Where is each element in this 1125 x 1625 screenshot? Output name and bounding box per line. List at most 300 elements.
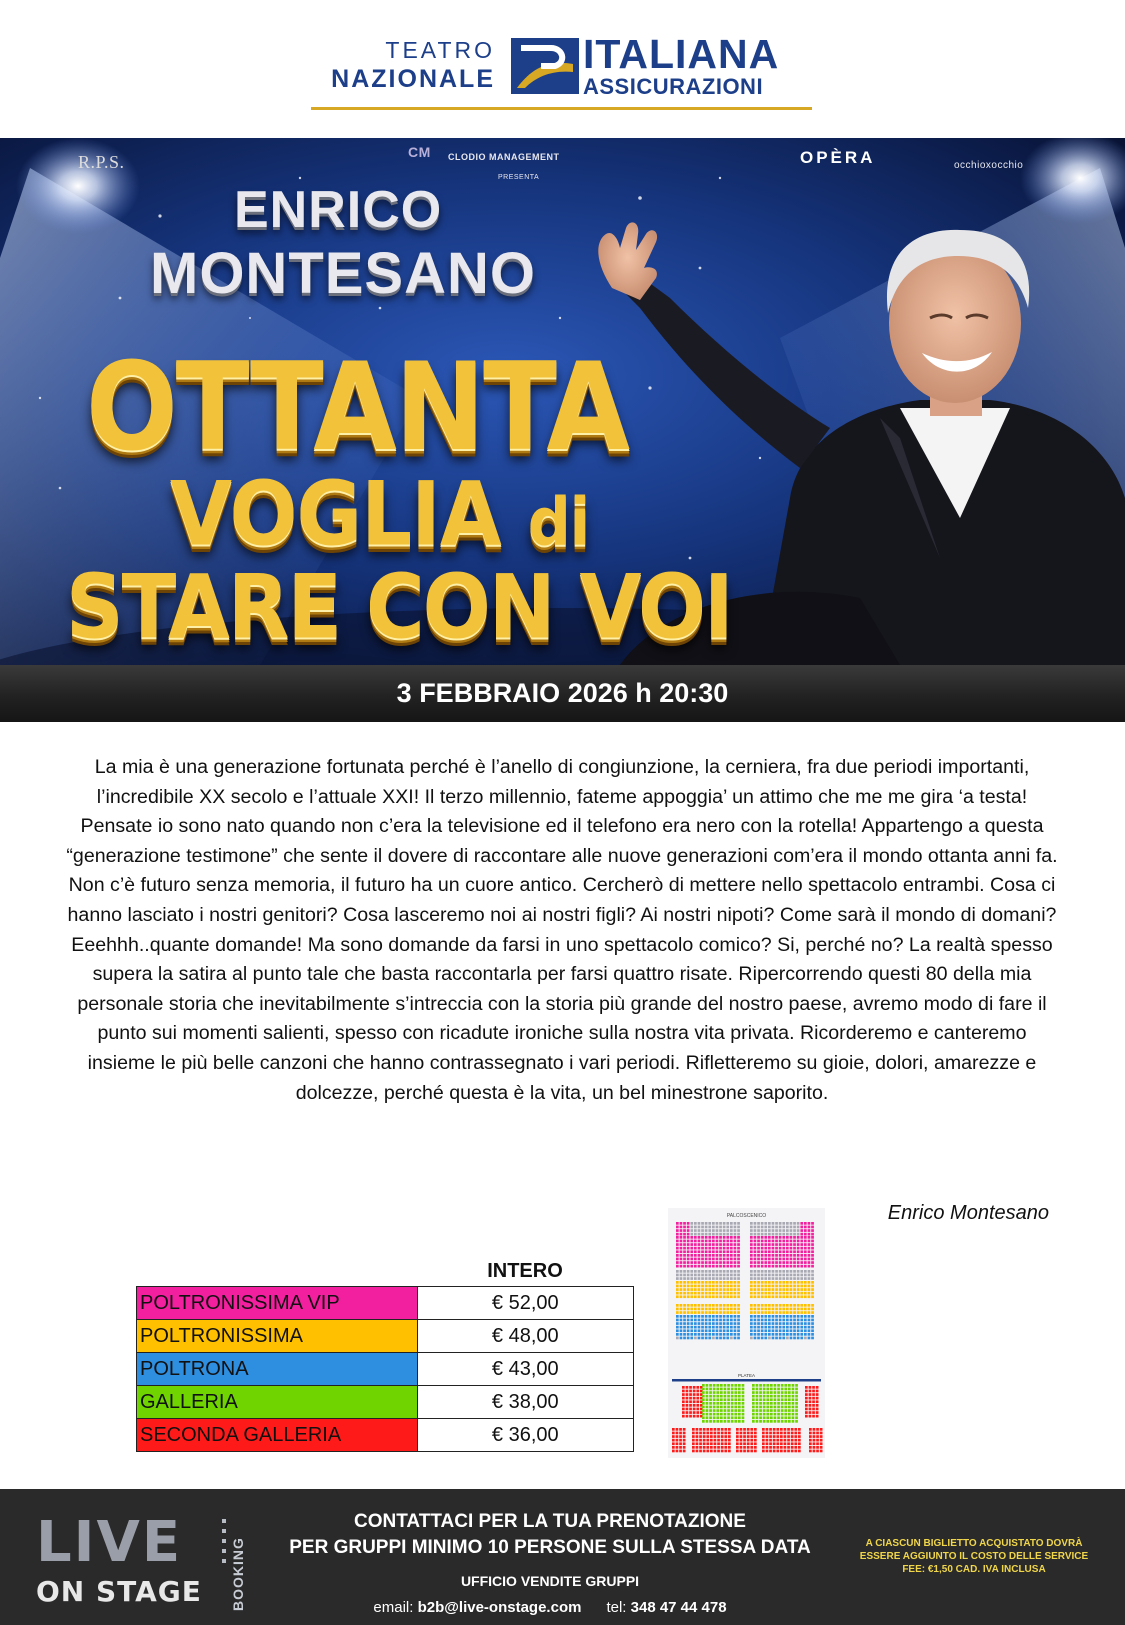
price-column-header: INTERO xyxy=(487,1260,563,1282)
seat xyxy=(800,1261,803,1264)
seat xyxy=(694,1326,697,1329)
seat xyxy=(683,1236,686,1239)
seat xyxy=(775,1329,778,1332)
seat xyxy=(757,1254,760,1257)
seat xyxy=(712,1243,715,1246)
seat xyxy=(809,1428,812,1431)
seat xyxy=(723,1308,726,1311)
seat xyxy=(730,1308,733,1311)
seat xyxy=(782,1265,785,1268)
seat xyxy=(734,1319,737,1322)
seat xyxy=(730,1333,733,1336)
seat xyxy=(790,1240,793,1243)
seat xyxy=(761,1315,764,1318)
seat xyxy=(795,1416,798,1419)
seat xyxy=(797,1236,800,1239)
seat xyxy=(794,1428,797,1431)
seat xyxy=(731,1398,734,1401)
seat xyxy=(698,1274,701,1277)
seat xyxy=(779,1304,782,1307)
seat xyxy=(759,1413,762,1416)
seat xyxy=(811,1254,814,1257)
seat xyxy=(808,1233,811,1236)
seat xyxy=(734,1285,737,1288)
seat xyxy=(687,1308,690,1311)
seat xyxy=(686,1400,689,1403)
seat xyxy=(730,1281,733,1284)
seat xyxy=(682,1415,685,1418)
seat xyxy=(775,1254,778,1257)
seat xyxy=(804,1333,807,1336)
seat xyxy=(786,1240,789,1243)
seat xyxy=(694,1274,697,1277)
price-category: GALLERIA xyxy=(137,1386,418,1419)
seat xyxy=(694,1236,697,1239)
seat xyxy=(754,1446,757,1449)
seat xyxy=(777,1402,780,1405)
phone-number[interactable]: 348 47 44 478 xyxy=(630,1599,727,1616)
seat xyxy=(712,1308,715,1311)
seat xyxy=(804,1288,807,1291)
price-table xyxy=(136,1286,634,1452)
seat xyxy=(764,1304,767,1307)
teatro-logo-line1: TEATRO xyxy=(385,37,495,63)
seat xyxy=(782,1295,785,1298)
seat xyxy=(786,1326,789,1329)
seat xyxy=(676,1292,679,1295)
seat xyxy=(790,1247,793,1250)
seat xyxy=(754,1435,757,1438)
seat xyxy=(676,1258,679,1261)
seat xyxy=(698,1285,701,1288)
seat xyxy=(698,1247,701,1250)
seat xyxy=(779,1329,782,1332)
seat xyxy=(772,1258,775,1261)
seat xyxy=(804,1226,807,1229)
seat xyxy=(723,1274,726,1277)
seat xyxy=(723,1322,726,1325)
seat xyxy=(759,1406,762,1409)
seat xyxy=(676,1315,679,1318)
seat xyxy=(791,1435,794,1438)
seat xyxy=(726,1288,729,1291)
seat xyxy=(800,1326,803,1329)
seat xyxy=(811,1250,814,1253)
seat xyxy=(701,1329,704,1332)
seat xyxy=(757,1265,760,1268)
seat xyxy=(773,1439,776,1442)
seat xyxy=(734,1304,737,1307)
seat xyxy=(706,1446,709,1449)
seat xyxy=(773,1442,776,1445)
seat xyxy=(790,1222,793,1225)
seat xyxy=(694,1240,697,1243)
seat xyxy=(680,1240,683,1243)
seat xyxy=(768,1285,771,1288)
seat xyxy=(747,1446,750,1449)
seat xyxy=(731,1388,734,1391)
seat xyxy=(742,1395,745,1398)
seat xyxy=(775,1222,778,1225)
seat xyxy=(726,1247,729,1250)
italiana-logo-line2: ASSICURAZIONI xyxy=(583,74,764,99)
seat xyxy=(705,1322,708,1325)
seat xyxy=(757,1226,760,1229)
seat xyxy=(723,1261,726,1264)
seat xyxy=(712,1250,715,1253)
seat xyxy=(779,1281,782,1284)
seat xyxy=(784,1442,787,1445)
seat xyxy=(750,1333,753,1336)
seat xyxy=(793,1326,796,1329)
seat xyxy=(690,1236,693,1239)
seat xyxy=(730,1222,733,1225)
seat xyxy=(773,1435,776,1438)
show-description: La mia è una generazione fortunata perché è l’anello di congiunzione, la cerniera, fra due periodi importanti, l’incredibile XX secolo e l’attuale XXI! Il terzo millennio, fateme appoggia’ un attimo che me me gira ‘a testa! Pensate io sono nato quando non c’era la televisione ed il telefono era nero con la rotella! Appartengo a questa “generazione testimone” che sente il dovere di raccontare alle nuove generazioni com’era il mondo ottanta anni fa. Non c’è futuro senza memoria, il futuro ha un cuore antico. Cercherò di mettere nello spettacolo entrambi. Cosa ci hanno lasciato i nostri genitori? Cosa lasceremo noi ai nostri figli? Ai nostri nipoti? Come sarà il mondo di domani? Eeehhh..quante domande! Ma sono domande da farsi in uno spettacolo comico? Si, perché no? La realtà spesso supera la satira al punto tale che basta raccontarla per farsi quattro risate. Ripercorrendo questi 80 della mia personale storia che inevitabilmente s’intreccia con la storia più grande del nostro paese, avremo modo di fare il punto sui momenti salienti, spesso con ricadute ironiche sulla nostra vita privata. Ricorderemo e canteremo insieme le più belle canzoni che hanno contrassegnato i vari periodi. Rifletteremo su gioie, dolori, amarezze e dolcezze, perché questa è la vita, un bel minestrone saporito. xyxy=(66,756,1058,1104)
seat xyxy=(687,1304,690,1307)
seat xyxy=(680,1236,683,1239)
seat xyxy=(686,1415,689,1418)
seat xyxy=(761,1261,764,1264)
seat xyxy=(752,1413,755,1416)
seat xyxy=(786,1292,789,1295)
seat xyxy=(772,1308,775,1311)
seat xyxy=(736,1432,739,1435)
seat xyxy=(800,1292,803,1295)
seat xyxy=(721,1450,724,1453)
seat xyxy=(756,1416,759,1419)
seat xyxy=(782,1261,785,1264)
seat xyxy=(816,1393,819,1396)
seat xyxy=(676,1337,679,1340)
presenta-text: PRESENTA xyxy=(498,174,540,181)
seat xyxy=(720,1388,723,1391)
seat xyxy=(781,1391,784,1394)
seat xyxy=(784,1446,787,1449)
seat xyxy=(676,1236,679,1239)
seat xyxy=(779,1247,782,1250)
seat xyxy=(743,1442,746,1445)
seat xyxy=(774,1402,777,1405)
seat xyxy=(750,1428,753,1431)
seat xyxy=(764,1311,767,1314)
seat xyxy=(708,1285,711,1288)
seat xyxy=(793,1308,796,1311)
seat xyxy=(811,1226,814,1229)
seat xyxy=(808,1247,811,1250)
seat xyxy=(816,1404,819,1407)
show-title-line2 xyxy=(170,463,589,565)
seat xyxy=(782,1311,785,1314)
seat xyxy=(730,1319,733,1322)
seat xyxy=(754,1326,757,1329)
seat xyxy=(716,1270,719,1273)
seat xyxy=(773,1446,776,1449)
seat xyxy=(721,1432,724,1435)
seat xyxy=(787,1442,790,1445)
seat xyxy=(750,1292,753,1295)
seat xyxy=(747,1432,750,1435)
seat xyxy=(713,1384,716,1387)
occhioxocchio-logo: occhioxocchio xyxy=(954,160,1024,171)
seat xyxy=(800,1308,803,1311)
seat xyxy=(756,1395,759,1398)
seat xyxy=(724,1406,727,1409)
seat xyxy=(764,1261,767,1264)
seat xyxy=(706,1435,709,1438)
seat xyxy=(754,1450,757,1453)
seat xyxy=(708,1315,711,1318)
seat xyxy=(706,1439,709,1442)
seat xyxy=(763,1416,766,1419)
seat xyxy=(713,1398,716,1401)
seat xyxy=(698,1308,701,1311)
seat xyxy=(820,1439,823,1442)
seat xyxy=(816,1386,819,1389)
seat xyxy=(782,1319,785,1322)
seat xyxy=(768,1258,771,1261)
seat xyxy=(724,1416,727,1419)
seat xyxy=(680,1265,683,1268)
seat xyxy=(706,1432,709,1435)
seat xyxy=(779,1337,782,1340)
seat xyxy=(696,1415,699,1418)
seat xyxy=(702,1388,705,1391)
seat xyxy=(761,1270,764,1273)
seat xyxy=(756,1406,759,1409)
event-date-bar xyxy=(0,665,1125,722)
seat xyxy=(752,1406,755,1409)
seat xyxy=(775,1322,778,1325)
seat xyxy=(694,1292,697,1295)
seat xyxy=(754,1322,757,1325)
seat xyxy=(750,1243,753,1246)
seat xyxy=(716,1388,719,1391)
seat xyxy=(727,1388,730,1391)
seat xyxy=(768,1222,771,1225)
seat xyxy=(775,1240,778,1243)
seat xyxy=(730,1254,733,1257)
seat xyxy=(754,1311,757,1314)
seat xyxy=(720,1398,723,1401)
seat xyxy=(747,1442,750,1445)
seat xyxy=(743,1446,746,1449)
seat xyxy=(698,1311,701,1314)
seat xyxy=(808,1226,811,1229)
seat xyxy=(705,1254,708,1257)
seat xyxy=(786,1258,789,1261)
seat xyxy=(687,1319,690,1322)
seat xyxy=(712,1315,715,1318)
seat xyxy=(683,1292,686,1295)
seat xyxy=(734,1254,737,1257)
seat xyxy=(743,1450,746,1453)
seat xyxy=(699,1432,702,1435)
seat xyxy=(764,1308,767,1311)
seat xyxy=(750,1229,753,1232)
seat xyxy=(737,1292,740,1295)
seat xyxy=(701,1254,704,1257)
seat xyxy=(761,1254,764,1257)
seat xyxy=(742,1388,745,1391)
seat xyxy=(808,1326,811,1329)
seat xyxy=(772,1277,775,1280)
seat xyxy=(719,1243,722,1246)
seat xyxy=(766,1416,769,1419)
seat xyxy=(730,1285,733,1288)
seat xyxy=(792,1395,795,1398)
seat xyxy=(708,1222,711,1225)
seat xyxy=(698,1240,701,1243)
seat xyxy=(683,1226,686,1229)
seat xyxy=(763,1402,766,1405)
seat xyxy=(797,1315,800,1318)
artist-last-name: MONTESANO xyxy=(150,241,536,306)
seat xyxy=(811,1233,814,1236)
seat xyxy=(797,1292,800,1295)
seat xyxy=(750,1329,753,1332)
seat xyxy=(687,1277,690,1280)
seat xyxy=(705,1265,708,1268)
seat xyxy=(772,1315,775,1318)
seat xyxy=(770,1420,773,1423)
seat xyxy=(705,1308,708,1311)
seat xyxy=(737,1229,740,1232)
seat xyxy=(776,1439,779,1442)
seat xyxy=(721,1442,724,1445)
seat xyxy=(811,1265,814,1268)
seat xyxy=(709,1406,712,1409)
seat xyxy=(766,1428,769,1431)
seat xyxy=(708,1326,711,1329)
seat xyxy=(737,1285,740,1288)
seat xyxy=(740,1435,743,1438)
seat xyxy=(731,1416,734,1419)
seat xyxy=(786,1274,789,1277)
seat xyxy=(716,1326,719,1329)
seat xyxy=(786,1285,789,1288)
seat xyxy=(774,1409,777,1412)
seat xyxy=(800,1270,803,1273)
seat xyxy=(779,1222,782,1225)
seat xyxy=(816,1408,819,1411)
seat xyxy=(708,1288,711,1291)
seat xyxy=(795,1395,798,1398)
seat xyxy=(750,1439,753,1442)
seat xyxy=(762,1442,765,1445)
seat xyxy=(766,1420,769,1423)
seat xyxy=(754,1308,757,1311)
seat xyxy=(788,1384,791,1387)
seat xyxy=(757,1308,760,1311)
email-link[interactable]: b2b@live-onstage.com xyxy=(417,1599,582,1616)
seat xyxy=(730,1243,733,1246)
seat xyxy=(750,1446,753,1449)
seat xyxy=(690,1281,693,1284)
seat xyxy=(699,1450,702,1453)
seat xyxy=(808,1258,811,1261)
seat xyxy=(797,1240,800,1243)
seat xyxy=(756,1409,759,1412)
seat xyxy=(779,1319,782,1322)
seat xyxy=(690,1304,693,1307)
seat xyxy=(680,1222,683,1225)
seat xyxy=(705,1277,708,1280)
seat xyxy=(756,1391,759,1394)
seat xyxy=(734,1258,737,1261)
seat xyxy=(690,1311,693,1314)
seat xyxy=(683,1442,686,1445)
seat xyxy=(701,1315,704,1318)
seat xyxy=(676,1308,679,1311)
seat xyxy=(719,1229,722,1232)
seat xyxy=(766,1442,769,1445)
seat xyxy=(793,1281,796,1284)
seat xyxy=(800,1311,803,1314)
seat xyxy=(768,1254,771,1257)
seat xyxy=(754,1288,757,1291)
seat xyxy=(793,1236,796,1239)
seat xyxy=(798,1439,801,1442)
seat xyxy=(694,1247,697,1250)
seat xyxy=(768,1308,771,1311)
seat xyxy=(782,1285,785,1288)
seat xyxy=(717,1442,720,1445)
show-poster xyxy=(0,138,1125,665)
seat xyxy=(811,1236,814,1239)
seat xyxy=(676,1446,679,1449)
seat xyxy=(750,1319,753,1322)
seat xyxy=(756,1388,759,1391)
seat xyxy=(698,1281,701,1284)
seat xyxy=(676,1222,679,1225)
seat xyxy=(777,1420,780,1423)
seat xyxy=(816,1450,819,1453)
seat xyxy=(719,1247,722,1250)
seat xyxy=(694,1258,697,1261)
seat xyxy=(738,1409,741,1412)
seat xyxy=(736,1442,739,1445)
seat xyxy=(808,1292,811,1295)
seat xyxy=(761,1308,764,1311)
seat xyxy=(774,1395,777,1398)
seat xyxy=(698,1319,701,1322)
seat xyxy=(672,1442,675,1445)
seat xyxy=(680,1295,683,1298)
seat xyxy=(698,1295,701,1298)
seat xyxy=(683,1446,686,1449)
seat xyxy=(676,1311,679,1314)
seat xyxy=(694,1308,697,1311)
live-on-stage-logo-live: LIVE xyxy=(36,1510,183,1575)
seat xyxy=(708,1277,711,1280)
seat xyxy=(712,1281,715,1284)
seat xyxy=(701,1222,704,1225)
seat xyxy=(790,1329,793,1332)
seat xyxy=(754,1261,757,1264)
seat xyxy=(775,1288,778,1291)
seat xyxy=(742,1391,745,1394)
seat xyxy=(723,1304,726,1307)
seat xyxy=(761,1229,764,1232)
seat xyxy=(809,1390,812,1393)
seat xyxy=(719,1326,722,1329)
seat xyxy=(712,1247,715,1250)
seat xyxy=(734,1384,737,1387)
seat xyxy=(775,1236,778,1239)
seat xyxy=(676,1442,679,1445)
seat xyxy=(772,1226,775,1229)
